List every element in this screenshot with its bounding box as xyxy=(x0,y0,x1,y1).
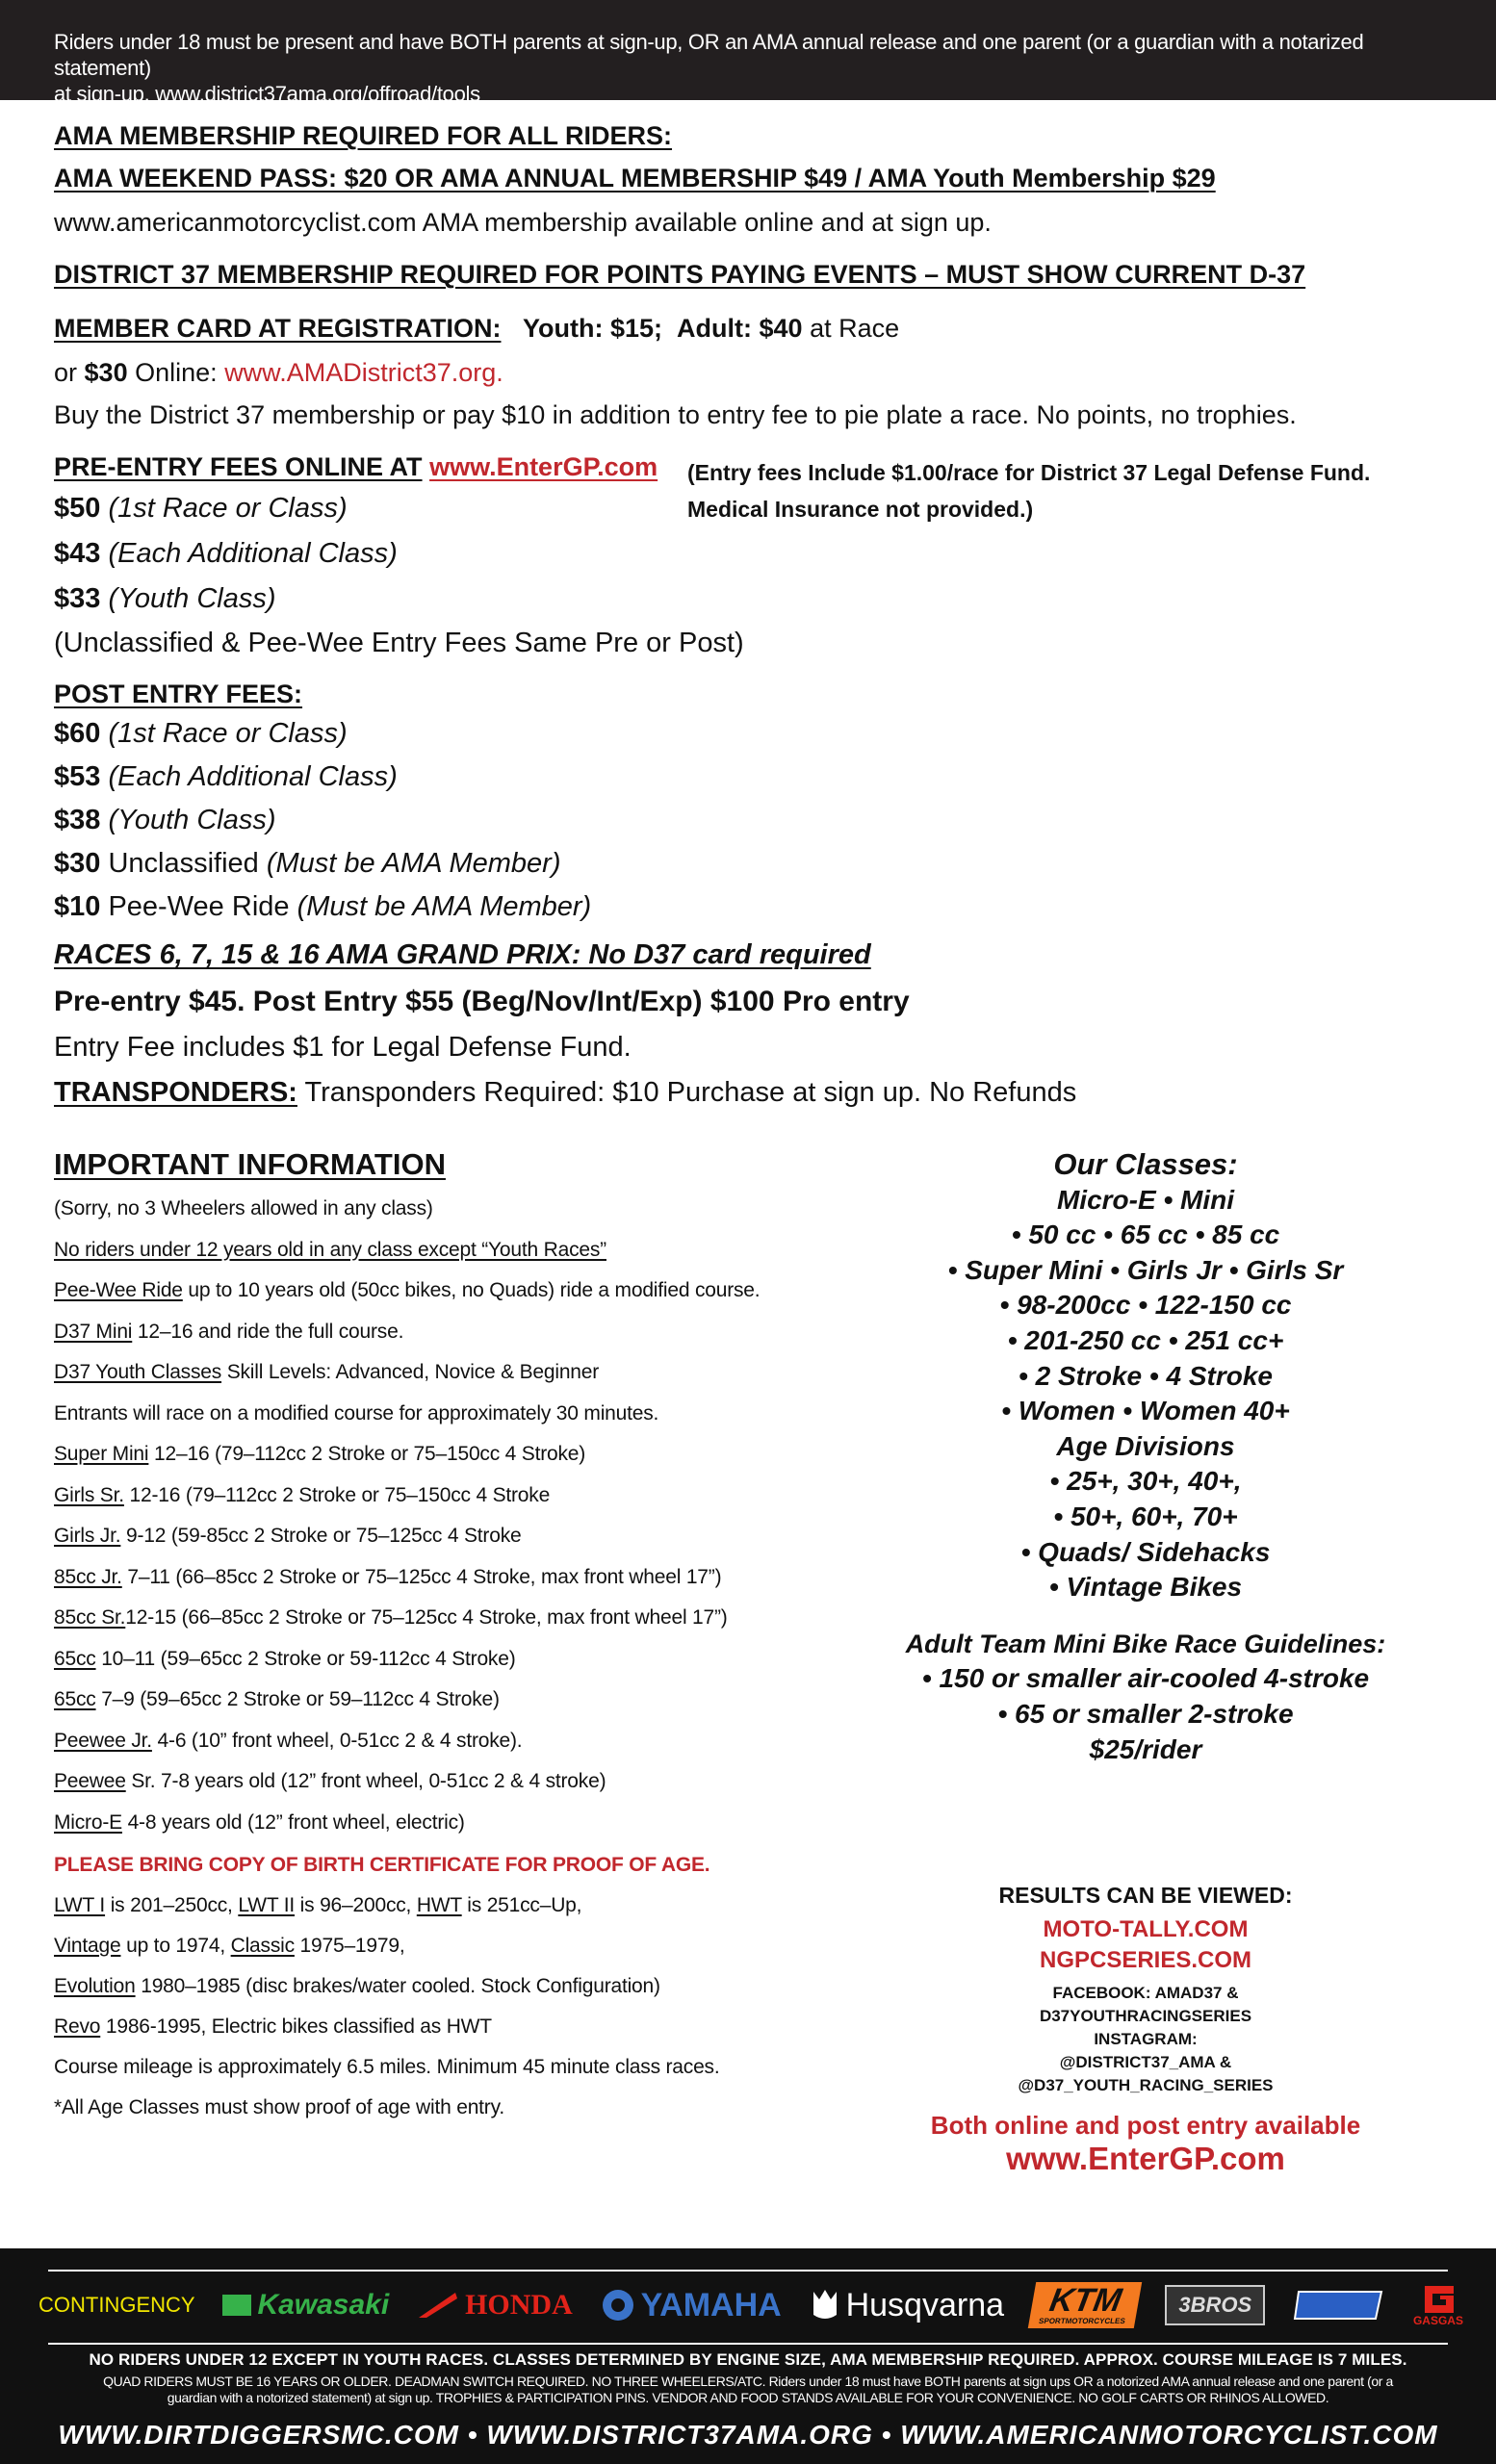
our-classes-panel xyxy=(847,1147,1444,1767)
social-handle: FACEBOOK: AMAD37 & xyxy=(1052,1984,1239,2002)
transponders-label: TRANSPONDERS: xyxy=(54,1077,297,1108)
husqvarna-logo xyxy=(810,2287,1004,2324)
ktm-logo xyxy=(1028,2282,1142,2328)
revo-line xyxy=(54,2015,492,2039)
hwt-text: is 251cc–Up, xyxy=(461,1894,582,1916)
d37-heading: DISTRICT 37 MEMBERSHIP REQUIRED FOR POINTS PAYING EVENTS – MUST SHOW CURRENT D-37 xyxy=(54,260,1306,289)
honda-wing-icon xyxy=(417,2291,459,2320)
vintage-line xyxy=(54,1935,405,1958)
classic-label: Classic xyxy=(230,1935,295,1957)
important-info-line xyxy=(54,1730,522,1753)
class-name-label: 65cc xyxy=(54,1688,96,1710)
important-info-line xyxy=(54,1688,500,1711)
legal-fund-note: Entry Fee includes $1 for Legal Defense Fund. xyxy=(54,1032,632,1063)
entry-fee-note-line-1: (Entry fees Include $1.00/race for District 37 Legal Defense Fund. xyxy=(687,460,1371,485)
fee-description: (Must be AMA Member) xyxy=(266,848,561,879)
important-info-line xyxy=(54,1239,606,1262)
fee-description: (Youth Class) xyxy=(108,805,276,835)
footer-notice-block xyxy=(10,2374,1486,2406)
gasgas-logo xyxy=(1413,2284,1463,2326)
honda-text: HONDA xyxy=(465,2289,573,2321)
class-name-label: D37 Mini xyxy=(54,1320,133,1343)
entergp-bottom-link[interactable]: www.EnterGP.com xyxy=(1006,2141,1285,2176)
husqvarna-crown-icon xyxy=(810,2288,840,2323)
class-entry: • 98-200cc • 122-150 cc xyxy=(999,1290,1292,1321)
vintage-label: Vintage xyxy=(54,1935,121,1957)
pre-entry-fee-row xyxy=(54,538,398,570)
class-detail-text: 12-16 (79–112cc 2 Stroke or 75–150cc 4 Stroke xyxy=(123,1483,551,1506)
ktm-subtext: SPORTMOTORCYCLES xyxy=(1038,2317,1126,2325)
results-panel xyxy=(905,1883,1386,2177)
entry-fee-note xyxy=(687,454,1370,527)
unclassified-note: (Unclassified & Pee-Wee Entry Fees Same Pre or Post) xyxy=(54,628,744,658)
lwt2-text: is 96–200cc, xyxy=(295,1894,417,1916)
revo-label: Revo xyxy=(54,2015,101,2038)
important-info-line xyxy=(54,1648,516,1671)
class-name-label: 85cc Jr. xyxy=(54,1565,122,1588)
class-entry: Micro-E • Mini xyxy=(1056,1184,1235,1215)
lwt2-label: LWT II xyxy=(238,1894,296,1916)
adult-price: $40 xyxy=(759,314,803,343)
fee-description: (Must be AMA Member) xyxy=(297,891,592,922)
footer-notice-line-1: NO RIDERS UNDER 12 EXCEPT IN YOUTH RACES. CLASSES DETERMINED BY ENGINE SIZE, AMA MEMBERSHIP REQUIRED. APPROX. COURSE MILEAGE IS 7 MILES. xyxy=(89,2350,1407,2369)
online-price: $30 xyxy=(84,358,128,387)
fee-price: $43 xyxy=(54,538,101,569)
weight-class-line xyxy=(54,1894,581,1917)
gasgas-text: GASGAS xyxy=(1412,2314,1463,2327)
class-detail-text: 7–9 (59–65cc 2 Stroke or 59–112cc 4 Stroke) xyxy=(95,1688,500,1710)
class-name-label: Pee-Wee Ride xyxy=(54,1279,183,1301)
moto-tally-link[interactable]: MOTO-TALLY.COM xyxy=(1043,1916,1249,1942)
fee-price: $38 xyxy=(54,805,101,835)
post-entry-fee-row xyxy=(54,761,398,793)
blue-brand-logo xyxy=(1293,2286,1385,2324)
fee-label: Unclassified xyxy=(108,848,259,879)
class-detail-text: 7–11 (66–85cc 2 Stroke or 75–125cc 4 Stroke, max front wheel 17”) xyxy=(121,1565,722,1588)
revo-text: 1986-1995, Electric bikes classified as HWT xyxy=(100,2015,492,2038)
post-entry-heading: POST ENTRY FEES: xyxy=(54,680,303,708)
ama-membership-heading: AMA MEMBERSHIP REQUIRED FOR ALL RIDERS: xyxy=(54,121,673,150)
social-handle: @D37_YOUTH_RACING_SERIES xyxy=(1018,2076,1274,2094)
team-rule: • 150 or smaller air-cooled 4-stroke xyxy=(921,1663,1370,1694)
online-text: Online: xyxy=(135,358,218,387)
class-detail-text: Sr. 7-8 years old (12” front wheel, 0-51cc 2 & 4 stroke) xyxy=(125,1770,606,1792)
fee-label: Pee-Wee Ride xyxy=(108,891,290,922)
class-entry: • 50 cc • 65 cc • 85 cc xyxy=(1011,1219,1280,1250)
important-info-line xyxy=(54,1197,433,1220)
team-rule: $25/rider xyxy=(1089,1733,1202,1764)
fee-description: (1st Race or Class) xyxy=(108,493,348,524)
important-info-line xyxy=(54,1443,585,1466)
blue-shield-icon xyxy=(1293,2286,1385,2324)
top-notice-line-1: Riders under 18 must be present and have BOTH parents at sign-up, OR an AMA annual release and one parent (or a guardian with a notarized statement) xyxy=(54,30,1364,80)
important-info-line xyxy=(54,1566,721,1589)
class-detail-text: Skill Levels: Advanced, Novice & Beginner xyxy=(221,1361,600,1383)
class-entry: • 25+, 30+, 40+, xyxy=(1049,1466,1242,1497)
kawasaki-icon xyxy=(222,2295,251,2316)
important-heading: IMPORTANT INFORMATION xyxy=(54,1147,446,1181)
top-notice-bar xyxy=(0,0,1496,106)
ama-online-line: www.americanmotorcyclist.com AMA membership available online and at sign up. xyxy=(54,208,992,237)
grand-prix-prices: Pre-entry $45. Post Entry $55 (Beg/Nov/Int/Exp) $100 Pro entry xyxy=(54,986,910,1017)
footer-notice-line-3: guardian with a notorized statement) at sign up. TROPHIES & PARTICIPATION PINS. VENDOR AND FOOD STANDS AVAILABLE FOR YOUR CONVENIENCE. NO GOLF CARTS OR RHINOS ALLOWED. xyxy=(167,2390,1329,2405)
class-entry: • Quads/ Sidehacks xyxy=(1020,1536,1271,1567)
member-card-line xyxy=(54,314,899,344)
footer-notice-line-2: QUAD RIDERS MUST BE 16 YEARS OR OLDER. DEADMAN SWITCH REQUIRED. NO THREE WHEELERS/ATC. Riders under 18 must have BOTH parents at sign ups OR a notorized AMA annual release and one parent (or a xyxy=(103,2374,1393,2389)
class-entry: • 2 Stroke • 4 Stroke xyxy=(1019,1360,1273,1391)
post-entry-fee-row xyxy=(54,891,591,923)
entry-fee-note-line-2: Medical Insurance not provided.) xyxy=(687,497,1034,522)
evolution-text: 1980–1985 (disc brakes/water cooled. Stock Configuration) xyxy=(135,1975,660,1997)
fee-price: $50 xyxy=(54,493,101,524)
important-info-line xyxy=(54,1361,599,1384)
transponders-line xyxy=(54,1077,1076,1109)
class-entry: • 201-250 cc • 251 cc+ xyxy=(1007,1324,1284,1355)
ngpc-link[interactable]: NGPCSERIES.COM xyxy=(1039,1947,1252,1973)
class-detail-text: 12–16 (79–112cc 2 Stroke or 75–150cc 4 Stroke) xyxy=(148,1443,586,1465)
class-name-label: No riders under 12 years old in any class except “Youth Races” xyxy=(54,1238,606,1261)
our-classes-heading: Our Classes: xyxy=(1053,1147,1238,1181)
team-mini-list xyxy=(847,1661,1444,1767)
post-entry-fee-row xyxy=(54,848,561,880)
class-name-label: 85cc Sr. xyxy=(54,1606,126,1629)
important-info-line xyxy=(54,1811,465,1835)
member-card-label: MEMBER CARD AT REGISTRATION: xyxy=(54,314,502,343)
class-entry: Age Divisions xyxy=(1056,1430,1235,1461)
honda-logo xyxy=(417,2289,573,2322)
class-name-label: Girls Sr. xyxy=(54,1483,124,1506)
social-handle: INSTAGRAM: xyxy=(1094,2030,1198,2048)
fee-price: $60 xyxy=(54,718,101,749)
transponders-text: Transponders Required: $10 Purchase at sign up. No Refunds xyxy=(304,1077,1077,1108)
post-entry-fee-row xyxy=(54,718,348,750)
fee-description: (1st Race or Class) xyxy=(108,718,348,749)
fee-price: $53 xyxy=(54,761,101,792)
important-info-line xyxy=(54,1606,728,1630)
class-detail-text: 4-8 years old (12” front wheel, electric) xyxy=(121,1810,465,1834)
class-detail-text: (Sorry, no 3 Wheelers allowed in any class) xyxy=(54,1197,433,1219)
fee-description: (Each Additional Class) xyxy=(108,538,398,569)
sponsor-logos xyxy=(39,2272,1463,2339)
grand-prix-heading: RACES 6, 7, 15 & 16 AMA GRAND PRIX: No D37 card required xyxy=(54,939,871,970)
lwt1-text: is 201–250cc, xyxy=(105,1894,239,1916)
class-detail-text: 12-15 (66–85cc 2 Stroke or 75–125cc 4 Stroke, max front wheel 17”) xyxy=(125,1606,728,1629)
fee-description: (Youth Class) xyxy=(108,583,276,614)
class-detail-text: Entrants will race on a modified course for approximately 30 minutes. xyxy=(54,1401,659,1424)
important-info-line xyxy=(54,1321,403,1344)
kawasaki-text: Kawasaki xyxy=(257,2289,390,2321)
important-info-line xyxy=(54,1484,550,1507)
online-price-line xyxy=(54,358,503,388)
husqvarna-text: Husqvarna xyxy=(845,2286,1005,2323)
pie-plate-line: Buy the District 37 membership or pay $10 in addition to entry fee to pie plate a race. No points, no trophies. xyxy=(54,400,1297,429)
or-text: or xyxy=(54,358,78,387)
important-info-line xyxy=(54,1770,606,1793)
class-entry: • Super Mini • Girls Jr • Girls Sr xyxy=(947,1254,1344,1285)
fee-price: $30 xyxy=(54,848,101,879)
pre-entry-heading-line xyxy=(54,452,658,482)
class-name-label: Peewee Jr. xyxy=(54,1729,152,1752)
class-list xyxy=(847,1183,1444,1605)
ama-pass-line: AMA WEEKEND PASS: $20 OR AMA ANNUAL MEMBERSHIP $49 / AMA Youth Membership $29 xyxy=(54,164,1216,192)
lwt1-label: LWT I xyxy=(54,1894,106,1916)
yamaha-logo xyxy=(601,2287,782,2324)
entry-available-note: Both online and post entry available xyxy=(930,2111,1361,2140)
important-info-line xyxy=(54,1525,521,1548)
pre-entry-heading: PRE-ENTRY FEES ONLINE AT xyxy=(54,452,423,481)
d37-url-link[interactable]: www.AMADistrict37.org. xyxy=(224,358,503,387)
fee-price: $10 xyxy=(54,891,101,922)
ktm-text: KTM xyxy=(1046,2282,1124,2319)
gasgas-g-icon xyxy=(1419,2284,1457,2315)
social-handle: @DISTRICT37_AMA & xyxy=(1059,2053,1232,2071)
results-heading: RESULTS CAN BE VIEWED: xyxy=(998,1883,1293,1908)
3bros-logo: 3BROS xyxy=(1165,2285,1265,2325)
age-proof-line: *All Age Classes must show proof of age with entry. xyxy=(54,2096,504,2118)
class-name-label: Micro-E xyxy=(54,1810,122,1834)
class-entry: • 50+, 60+, 70+ xyxy=(1053,1501,1238,1531)
pre-entry-fee-row xyxy=(54,583,276,615)
class-name-label: Girls Jr. xyxy=(54,1525,121,1547)
kawasaki-logo xyxy=(222,2289,389,2322)
important-info-line xyxy=(54,1279,760,1302)
class-detail-text: 12–16 and ride the full course. xyxy=(132,1320,404,1343)
class-name-label: Super Mini xyxy=(54,1443,149,1465)
class-detail-text: 4-6 (10” front wheel, 0-51cc 2 & 4 stroke). xyxy=(151,1729,523,1752)
post-entry-fee-row xyxy=(54,805,276,836)
contingency-label: CONTINGENCY xyxy=(39,2293,195,2317)
evolution-line xyxy=(54,1975,660,1998)
class-entry: • Vintage Bikes xyxy=(1048,1572,1243,1603)
class-detail-text: 10–11 (59–65cc 2 Stroke or 59-112cc 4 Stroke) xyxy=(95,1647,516,1670)
evolution-label: Evolution xyxy=(54,1975,136,1997)
class-detail-text: 9-12 (59-85cc 2 Stroke or 75–125cc 4 Stroke xyxy=(120,1525,522,1547)
birth-certificate-notice: PLEASE BRING COPY OF BIRTH CERTIFICATE FOR PROOF OF AGE. xyxy=(54,1854,710,1876)
class-name-label: 65cc xyxy=(54,1647,96,1670)
top-notice-line-2: at sign-up. www.district37ama.org/offroad/tools xyxy=(54,82,480,106)
team-rule: • 65 or smaller 2-stroke xyxy=(997,1698,1294,1729)
class-detail-text: up to 10 years old (50cc bikes, no Quads) ride a modified course. xyxy=(182,1279,761,1301)
at-race-text: at Race xyxy=(810,314,900,343)
yamaha-tuning-fork-icon xyxy=(601,2288,635,2323)
pre-entry-fee-row xyxy=(54,493,348,525)
class-entry: • Women • Women 40+ xyxy=(1001,1396,1290,1426)
team-mini-heading: Adult Team Mini Bike Race Guidelines: xyxy=(905,1629,1386,1658)
adult-label: Adult: xyxy=(677,314,752,343)
youth-price: Youth: $15; xyxy=(523,314,663,343)
fee-description: (Each Additional Class) xyxy=(108,761,398,792)
class-name-label: Peewee xyxy=(54,1770,126,1792)
class-name-label: D37 Youth Classes xyxy=(54,1361,222,1383)
mileage-line: Course mileage is approximately 6.5 miles. Minimum 45 minute class races. xyxy=(54,2056,720,2078)
social-list xyxy=(905,1982,1386,2097)
hwt-label: HWT xyxy=(416,1894,462,1916)
important-info-line xyxy=(54,1402,658,1425)
footer-divider-bottom xyxy=(48,2343,1448,2345)
vintage-text: up to 1974, xyxy=(120,1935,231,1957)
classic-text: 1975–1979, xyxy=(294,1935,405,1957)
fee-price: $33 xyxy=(54,583,101,614)
social-handle: D37YOUTHRACINGSERIES xyxy=(1039,2007,1252,2025)
yamaha-text: YAMAHA xyxy=(640,2286,782,2323)
footer-urls[interactable]: WWW.DIRTDIGGERSMC.COM • WWW.DISTRICT37AMA.ORG • WWW.AMERICANMOTORCYCLIST.COM xyxy=(58,2420,1438,2450)
entergp-link[interactable]: www.EnterGP.com xyxy=(429,452,658,481)
